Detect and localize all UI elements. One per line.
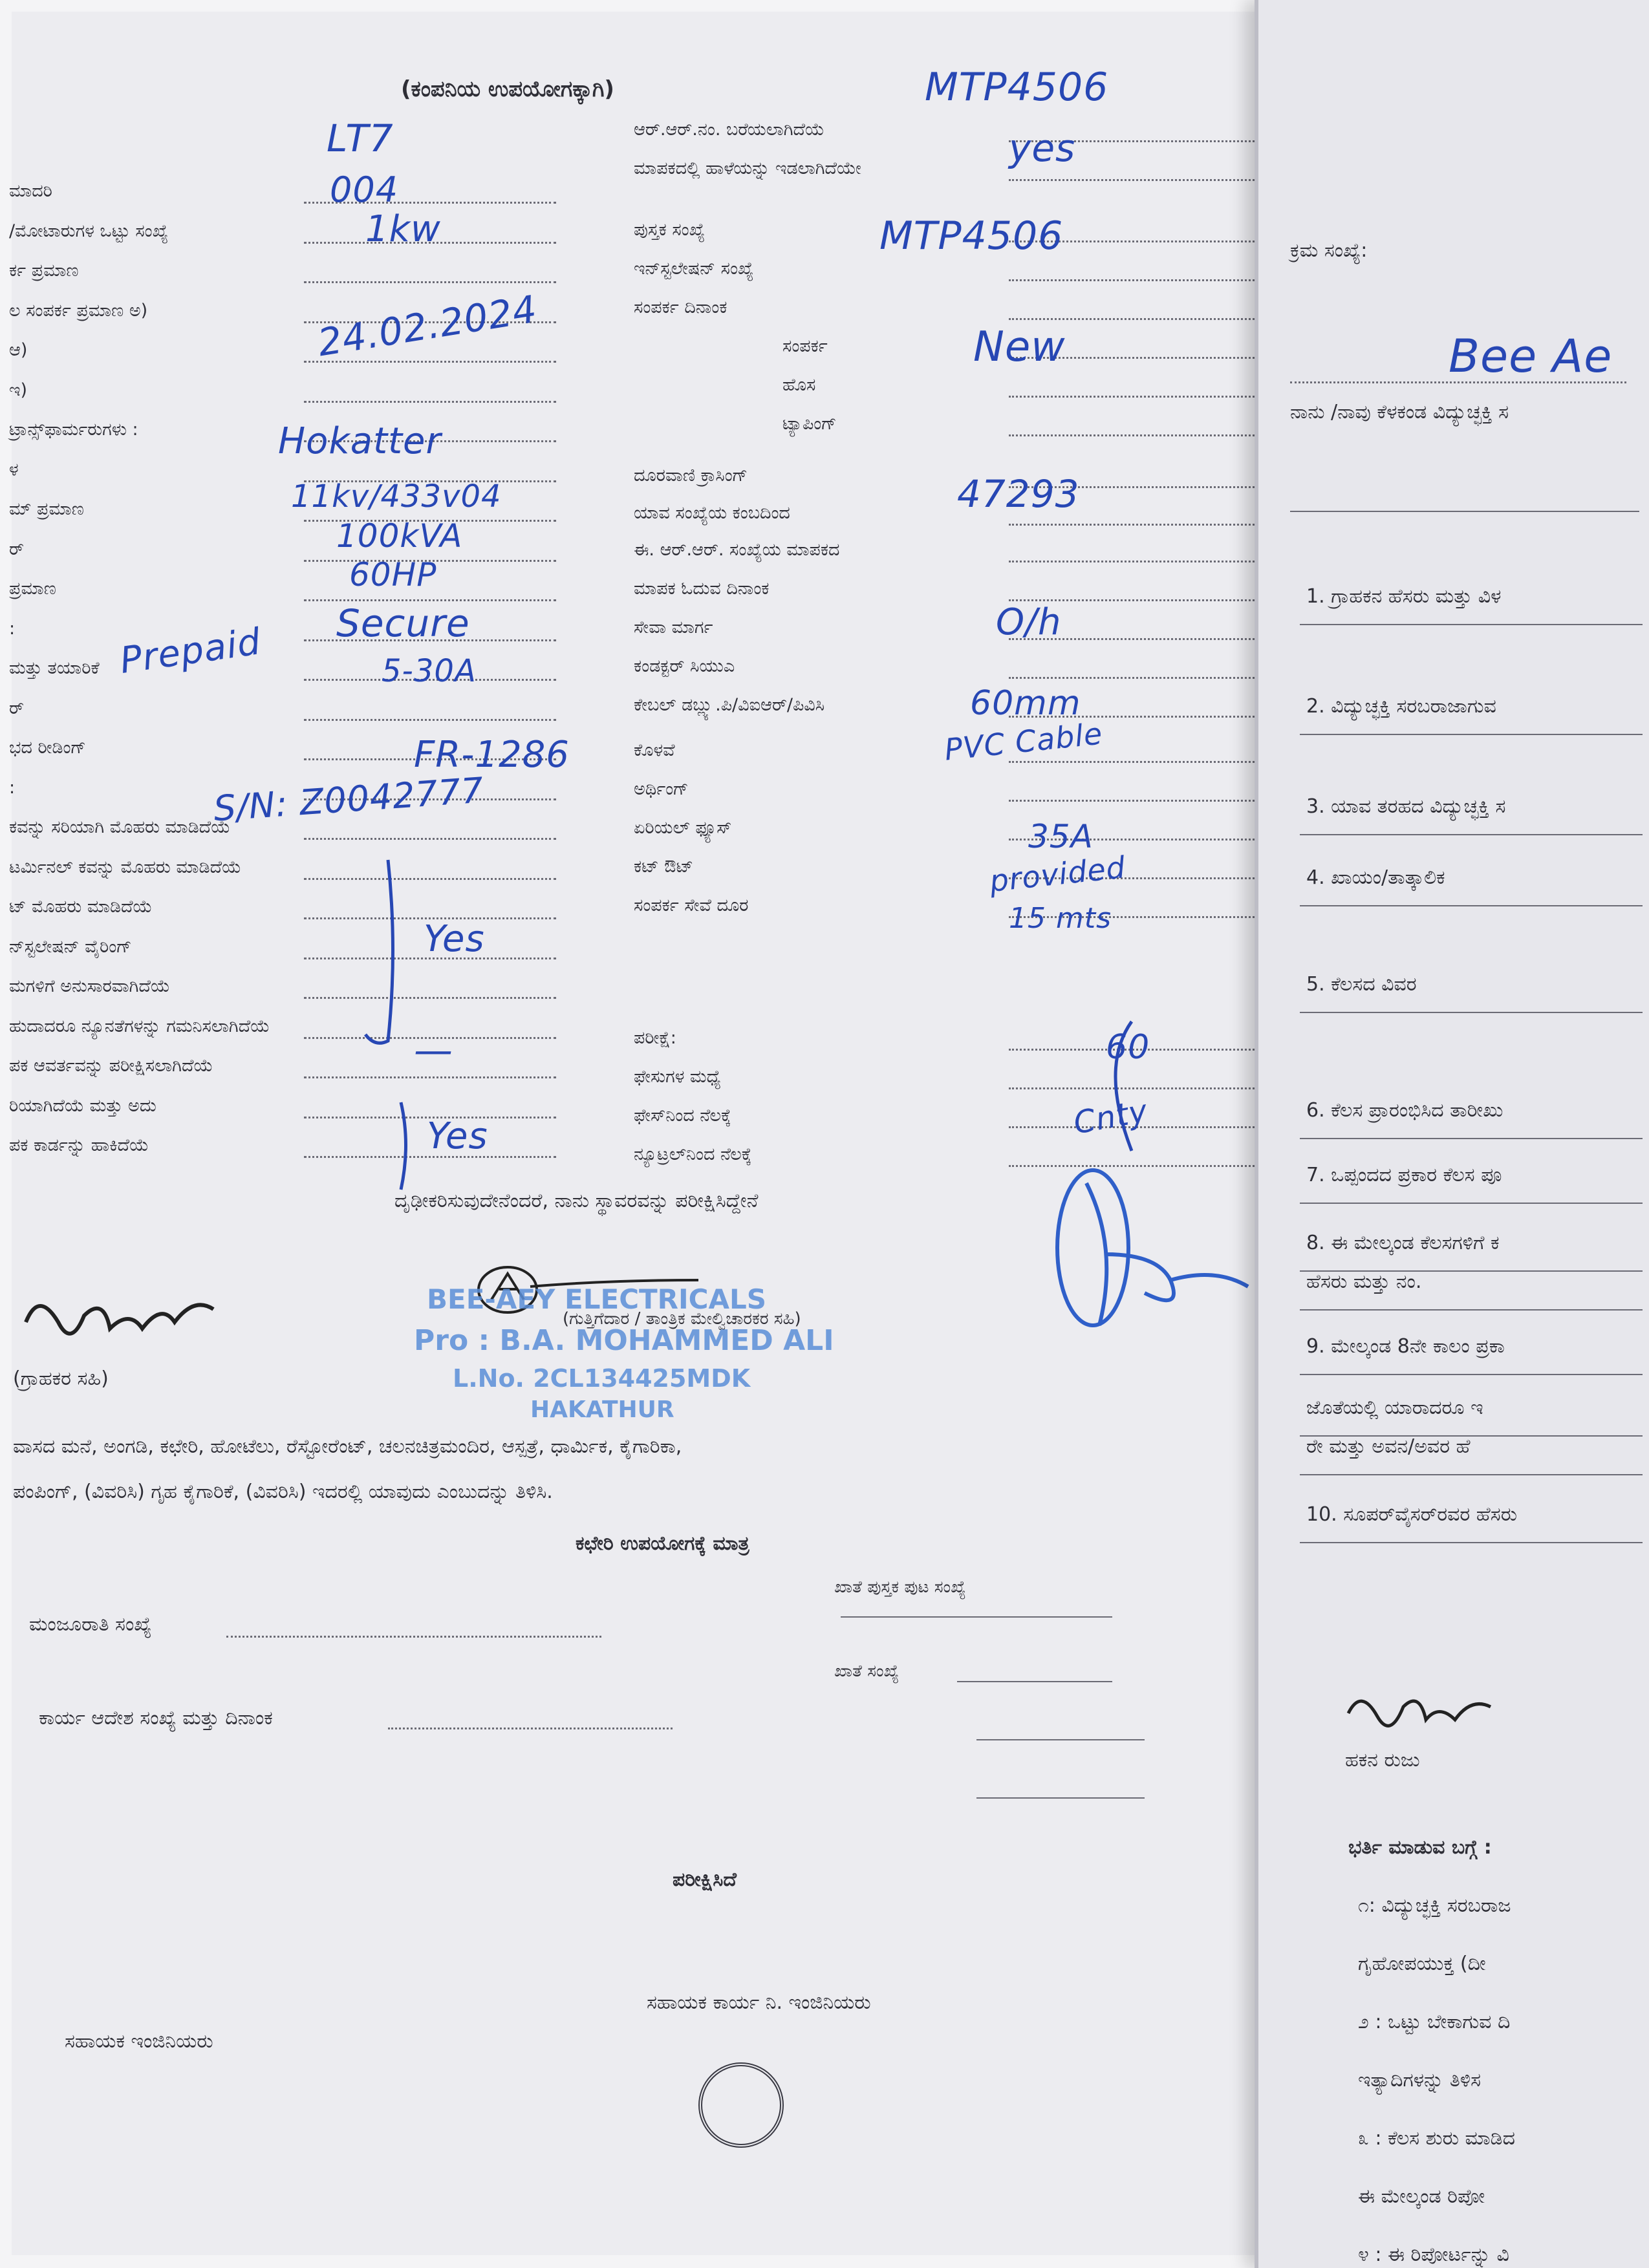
left-field-label: ಇ) — [9, 380, 28, 400]
note-line: ೪ : ಈ ರಿಪೋರ್ಟನ್ನು ವಿ — [1358, 2243, 1509, 2266]
left-field-label: ರ್ — [9, 539, 25, 559]
report-item: 7. ಒಪ್ಪಂದದ ಪ್ರಕಾರ ಕೆಲಸ ಪೂ — [1306, 1164, 1502, 1186]
note-line: ಈ ಮೇಲ್ಕಂಡ ರಿಪೋ — [1358, 2185, 1485, 2208]
left-field-label: ಕವನ್ನು ಸರಿಯಾಗಿ ಮೊಹರು ಮಾಡಿದೆಯೆ — [9, 817, 231, 837]
handwritten-meter-serial: S/N: Z0042777 — [212, 769, 486, 829]
premises-text-line-1: ವಾಸದ ಮನೆ, ಅಂಗಡಿ, ಕಛೇರಿ, ಹೋಟೆಲು, ರೆಸ್ಟೋರೆಂಟ್, ಚಲನಚಿತ್ರಮಂದಿರ, ಆಸ್ಪತ್ರೆ, ಧಾರ್ಮಿಕ, ಕೈಗಾರಿಕಾ, — [13, 1435, 682, 1458]
handwritten-meter-type: Prepaid — [117, 621, 264, 682]
handwritten-test-ohm: 60 — [1106, 1028, 1150, 1067]
handwritten-model: LT7 — [327, 116, 394, 160]
handwritten-rr-no: MTP4506 — [925, 65, 1109, 110]
report-item: 6. ಕೆಲಸ ಪ್ರಾರಂಭಿಸಿದ ತಾರೀಖು — [1306, 1099, 1503, 1122]
left-field-label: ಲ ಸಂಪರ್ಕ ಪ್ರಮಾಣ ಅ) — [9, 300, 148, 321]
left-field-label: ಪಕ ಕಾರ್ಡನ್ನು ಹಾಕಿದೆಯೆ — [9, 1135, 149, 1155]
handwritten-installation-no: MTP4506 — [879, 213, 1064, 259]
right-field-label: ಮಾಪಕ ಓದುವ ದಿನಾಂಕ — [634, 579, 770, 599]
checks-bracket-2 — [382, 1099, 420, 1196]
note-line: ಗೃಹೋಪಯುಕ್ತ (ದೀ — [1358, 1952, 1486, 1975]
left-field-label: ಟ್ರಾನ್ಸ್‌ಫಾರ್ಮರುಗಳು : — [9, 420, 138, 440]
left-field-label: : — [9, 777, 16, 798]
left-field-label: ಮಗಳಿಗೆ ಅನುಸಾರವಾಗಿದೆಯೆ — [9, 976, 170, 996]
left-field-label: ಮತ್ತು ತಯಾರಿಕೆ — [9, 658, 100, 678]
right-field-label: ದೂರವಾಣಿ ಕ್ರಾಸಿಂಗ್ — [634, 465, 748, 486]
right-intro: ನಾನು /ನಾವು ಕೆಳಕಂಡ ವಿದ್ಯುಚ್ಛಕ್ತಿ ಸ — [1290, 401, 1509, 423]
right-field-label: ಪರೀಕ್ಷೆ: — [634, 1028, 676, 1048]
office-seal — [698, 2062, 784, 2148]
office-only-title: ಕಛೇರಿ ಉಪಯೋಗಕ್ಕೆ ಮಾತ್ರ — [576, 1532, 749, 1555]
right-field-label: ಸಂಪರ್ಕ ದಿನಾಂಕ — [634, 297, 727, 317]
handwritten-load: 1kw — [365, 208, 441, 250]
report-item: 1. ಗ್ರಾಹಕನ ಹೆಸರು ಮತ್ತು ವಿಳ — [1306, 585, 1502, 608]
blue-ink-signature — [1028, 1157, 1274, 1351]
handwritten-service-distance: 15 mts — [1009, 902, 1112, 935]
left-field-label: /ಮೋಟಾರುಗಳ ಒಟ್ಟು ಸಂಖ್ಯೆ — [9, 220, 169, 241]
examined-label: ಪರೀಕ್ಷಿಸಿದೆ — [673, 1868, 737, 1891]
contractor-sign-label: (ಗುತ್ತಿಗೆದಾರ / ತಾಂತ್ರಿಕ ಮೇಲ್ವಿಚಾರಕರ ಸಹಿ) — [563, 1309, 801, 1329]
account-no-label: ಖಾತೆ ಸಂಖ್ಯೆ — [834, 1662, 900, 1681]
ae-label: ಸಹಾಯಕ ಇಂಜಿನಿಯರು — [65, 2030, 213, 2053]
report-item: 4. ಖಾಯಂ/ತಾತ್ಕಾಲಿಕ — [1306, 866, 1445, 889]
note-line: ೩ : ಕೆಲಸ ಶುರು ಮಾಡಿದ — [1358, 2127, 1515, 2150]
handwritten-checks-yes-1: Yes — [424, 918, 485, 960]
left-field-label: ಪ್ರಮಾಣ — [9, 579, 56, 599]
right-field-label: ಸಂಪರ್ಕ — [782, 336, 828, 356]
report-item: ರೇ ಮತ್ತು ಅವನ/ಅವರ ಹೆ — [1306, 1435, 1471, 1458]
right-field-label: ಇನ್‌ಸ್ಟಲೇಷನ್ ಸಂಖ್ಯೆ — [634, 259, 754, 279]
premises-text-line-2: ಪಂಪಿಂಗ್, (ವಿವರಿಸಿ) ಗೃಹ ಕೈಗಾರಿಕೆ, (ವಿವರಿಸಿ) ಇದರಲ್ಲಿ ಯಾವುದು ಎಂಬುದನ್ನು ತಿಳಿಸಿ. — [13, 1481, 553, 1503]
right-field-label: ಫೇಸ್‌ನಿಂದ ನೆಲಕ್ಕೆ — [634, 1106, 731, 1126]
report-item: 5. ಕೆಲಸದ ವಿವರ — [1306, 973, 1417, 996]
stamp-line-3: L.No. 2CL134425MDK — [453, 1364, 751, 1393]
handwritten-meter-make: Secure — [336, 601, 470, 645]
handwritten-contractor-name: Bee Ae — [1449, 330, 1613, 383]
right-field-label: ನ್ಯೂಟ್ರಲ್‌ನಿಂದ ನೆಲಕ್ಕೆ — [634, 1144, 752, 1164]
handwritten-meter-sheet: yes — [1009, 126, 1076, 170]
right-field-label: ಕಟ್ ಔಟ್ — [634, 857, 694, 877]
report-item: 10. ಸೂಪರ್‌ವೈಸರ್‌ರವರ ಹೆಸರು — [1306, 1503, 1518, 1526]
handwritten-motor-count: 004 — [330, 169, 399, 210]
handwritten-service-line: O/h — [996, 601, 1062, 643]
handwritten-meter-current: 5-30A — [382, 653, 477, 689]
report-item: 8. ಈ ಮೇಲ್ಕಂಡ ಕೆಲಸಗಳಿಗೆ ಕ — [1306, 1232, 1500, 1254]
left-field-label: ರ್ಕ ಪ್ರಮಾಣ — [9, 261, 79, 281]
report-item: ಜೊತೆಯಲ್ಲಿ ಯಾರಾದರೂ ಇ — [1306, 1396, 1483, 1419]
handwritten-pole-no: 47293 — [957, 472, 1080, 516]
right-signature — [1342, 1681, 1497, 1739]
office-use-heading: (ಕಂಪನಿಯ ಉಪಯೋಗಕ್ಕಾಗಿ) — [401, 76, 614, 102]
right-field-label: ಸಂಪರ್ಕ ಸೇವೆ ದೂರ — [634, 895, 749, 915]
right-sign-label: ಹಕನ ರುಜು — [1345, 1749, 1420, 1771]
right-field-label: ಫೇಸುಗಳ ಮಧ್ಯೆ — [634, 1067, 721, 1087]
left-field-label: ರಿಯಾಗಿದೆಯೆ ಮತ್ತು ಅದು — [9, 1095, 156, 1116]
handwritten-cable: PVC Cable — [942, 716, 1105, 767]
left-field-label: ಭದ ರೀಡಿಂಗ್ — [9, 738, 86, 758]
stamp-line-4: HAKATHUR — [530, 1396, 674, 1423]
note-line: ೨ : ಒಟ್ಟು ಬೇಕಾಗುವ ದಿ — [1358, 2011, 1511, 2033]
report-item: 9. ಮೇಲ್ಕಂಡ 8ನೇ ಕಾಲಂ ಪ್ರಕಾ — [1306, 1335, 1505, 1358]
right-field-label: ಟ್ಯಾಪಿಂಗ್ — [782, 414, 837, 434]
left-field-label: ಪಕ ಆವರ್ತವನ್ನು ಪರೀಕ್ಷಿಸಲಾಗಿದೆಯೆ — [9, 1056, 213, 1076]
right-section-title: ಭರ್ತಿ ಮಾಡುವ ಬಗ್ಗೆ : — [1348, 1836, 1492, 1859]
right-field-label: ಅರ್ಥಿಂಗ್ — [634, 779, 689, 799]
right-field-label: ಏರಿಯಲ್ ಫ್ಯೂಸ್ — [634, 818, 732, 838]
handwritten-test-ohm-2: Cnty — [1071, 1093, 1151, 1142]
handwritten-initial-reading: FR-1286 — [414, 734, 570, 776]
right-field-label: ಯಾವ ಸಂಖ್ಯೆಯ ಕಂಬದಿಂದ — [634, 503, 790, 523]
handwritten-checks-dash: — — [414, 1028, 453, 1073]
right-field-label: ಕಂಡಕ್ಟರ್ ಸಿಯುಎ — [634, 656, 735, 676]
handwritten-hp: 60HP — [349, 556, 437, 594]
customer-sign-label: (ಗ್ರಾಹಕರ ಸಹಿ) — [13, 1367, 109, 1390]
left-field-label: ಟ್ ಮೊಹರು ಮಾಡಿದೆಯೆ — [9, 897, 153, 917]
right-field-label: ಹೊಸ — [782, 375, 816, 395]
handwritten-aerial-fuse: 35A — [1028, 818, 1094, 855]
stamp-line-2: Pro : B.A. MOHAMMED ALI — [414, 1324, 834, 1357]
left-field-label: ಮಾದರಿ — [9, 181, 52, 201]
stamp-line-1: BEE-AEY ELECTRICALS — [427, 1283, 766, 1315]
right-field-label: ಈ. ಆರ್.ಆರ್. ಸಂಖ್ಯೆಯ ಮಾಪಕದ — [634, 540, 840, 560]
handwritten-conductor: 60mm — [970, 684, 1081, 723]
right-field-label: ಸೇವಾ ಮಾರ್ಗ — [634, 617, 713, 637]
left-field-label: ಹುದಾದರೂ ನ್ಯೂನತೆಗಳನ್ನು ಗಮನಿಸಲಾಗಿದೆಯೆ — [9, 1016, 270, 1036]
work-order-label: ಕಾರ್ಯ ಆದೇಶ ಸಂಖ್ಯೆ ಮತ್ತು ದಿನಾಂಕ — [39, 1707, 273, 1729]
note-line: ಇತ್ಯಾದಿಗಳನ್ನು ತಿಳಿಸ — [1358, 2069, 1482, 2091]
sanction-no-label: ಮಂಜೂರಾತಿ ಸಂಖ್ಯೆ — [29, 1613, 152, 1636]
right-field-label: ಕೇಬಲ್ ಡಬ್ಲ್ಯು.ಪಿ/ವಿಐಆರ್/ಪಿವಿಸಿ — [634, 695, 825, 715]
left-field-label: ಟರ್ಮಿನಲ್ ಕವನ್ನು ಮೊಹರು ಮಾಡಿದೆಯೆ — [9, 857, 242, 877]
right-field-label: ಪುಸ್ತಕ ಸಂಖ್ಯೆ — [634, 220, 706, 240]
handwritten-connection-new: New — [973, 323, 1066, 371]
handwritten-cut-out: provided — [987, 850, 1128, 899]
serial-label: ಕ್ರಮ ಸಂಖ್ಯೆ: — [1290, 239, 1368, 262]
report-item: ಹೆಸರು ಮತ್ತು ನಂ. — [1306, 1270, 1422, 1293]
left-field-label: ಆ) — [9, 340, 28, 360]
customer-signature — [19, 1283, 226, 1354]
right-field-label: ಆರ್.ಆರ್.ನಂ. ಬರೆಯಲಾಗಿದೆಯೆ — [634, 120, 825, 140]
left-field-label: ಮ್ ಪ್ರಮಾಣ — [9, 499, 84, 519]
left-field-label: ನ್‌ಸ್ಟಲೇಷನ್ ವೈರಿಂಗ್ — [9, 936, 132, 957]
right-field-label: ಕೊಳವೆ — [634, 740, 675, 760]
left-field-label: ಳ — [9, 459, 19, 480]
left-field-label: : — [9, 618, 16, 639]
left-field-label: ರ್ — [9, 698, 25, 718]
report-item: 3. ಯಾವ ತರಹದ ವಿದ್ಯುಚ್ಛಕ್ತಿ ಸ — [1306, 795, 1506, 818]
note-line: ೧: ವಿದ್ಯುಚ್ಛಕ್ತಿ ಸರಬರಾಜ — [1358, 1894, 1511, 1917]
handwritten-transformer: Hokatter — [278, 420, 442, 462]
handwritten-transformer-rating: 11kv/433v04 — [291, 478, 502, 515]
report-item: 2. ವಿದ್ಯುಚ್ಛಕ್ತಿ ಸರಬರಾಜಾಗುವ — [1306, 695, 1496, 718]
handwritten-checks-yes-2: Yes — [427, 1115, 488, 1157]
checks-bracket-1 — [362, 853, 401, 1047]
handwritten-connection-date: 24.02.2024 — [314, 286, 541, 365]
aee-label: ಸಹಾಯಕ ಕಾರ್ಯ ನಿ. ಇಂಜಿನಿಯರು — [647, 1991, 871, 2014]
ledger-page-label: ಖಾತೆ ಪುಸ್ತಕ ಪುಟ ಸಂಖ್ಯೆ — [834, 1578, 966, 1597]
certification-text: ದೃಢೀಕರಿಸುವುದೇನೆಂದರೆ, ನಾನು ಸ್ಥಾವರವನ್ನು ಪರೀಕ್ಷಿಸಿದ್ದೇನೆ — [394, 1190, 759, 1212]
right-field-label: ಮಾಪಕದಲ್ಲಿ ಹಾಳೆಯನ್ನು ಇಡಲಾಗಿದೆಯೇ — [634, 158, 861, 178]
test-bracket — [1093, 1015, 1145, 1157]
handwritten-transformer-kva: 100kVA — [336, 517, 463, 555]
